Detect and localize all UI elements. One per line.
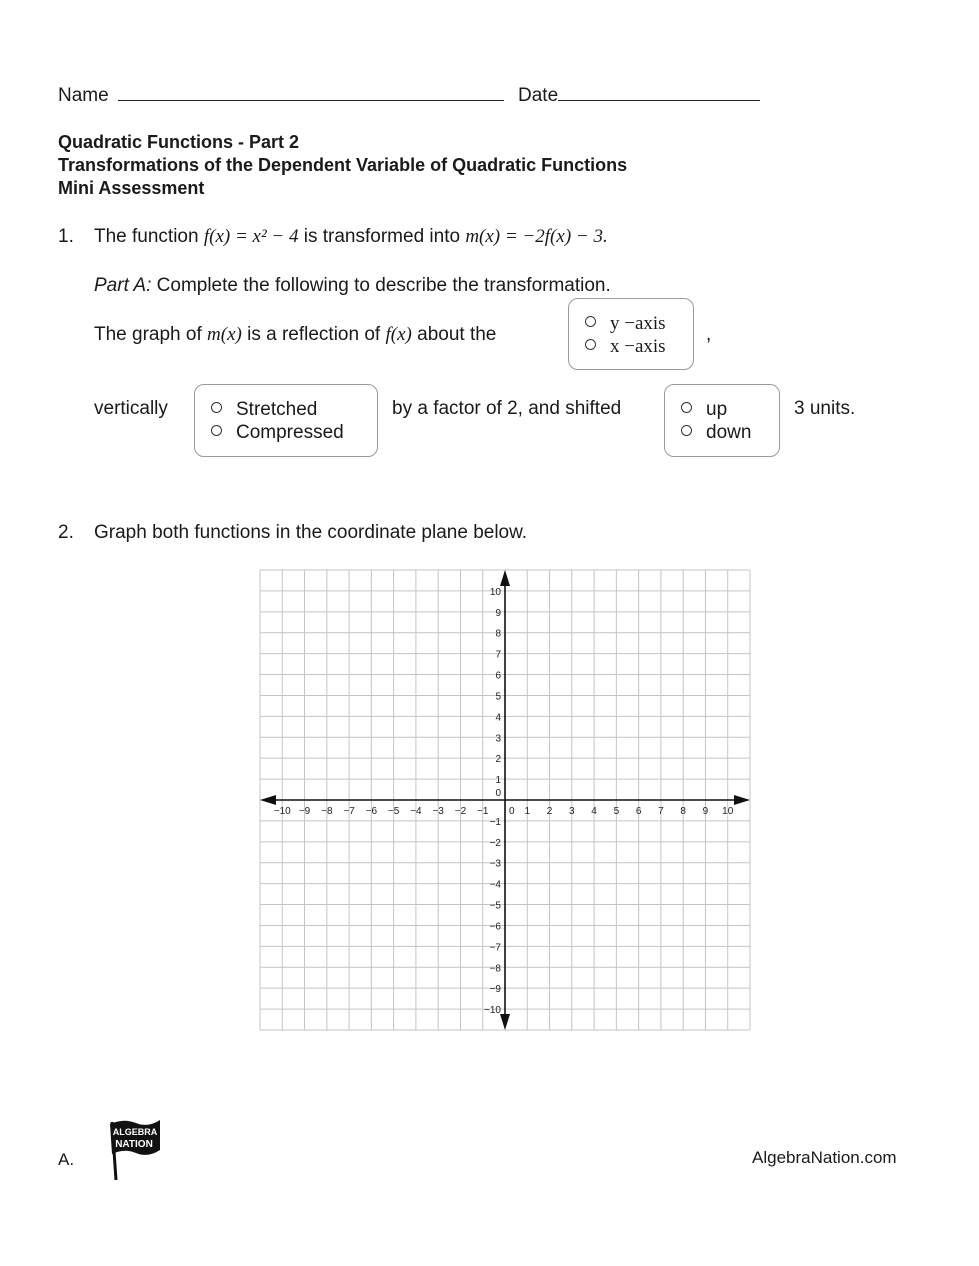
x-tick-label: 4 bbox=[591, 806, 597, 817]
date-field[interactable] bbox=[558, 84, 760, 101]
x-tick-label: 9 bbox=[702, 806, 709, 817]
y-axis-down-arrow-icon bbox=[500, 1014, 510, 1030]
y-tick-label: 7 bbox=[495, 649, 501, 661]
date-line bbox=[518, 84, 760, 107]
option-up[interactable] bbox=[681, 399, 727, 421]
logo-text-2: NATION bbox=[115, 1139, 153, 1150]
q2-number: 2. bbox=[58, 522, 74, 543]
x-tick-label: 6 bbox=[635, 806, 642, 817]
y-tick-label: 3 bbox=[495, 733, 501, 745]
y-tick-label: −3 bbox=[489, 858, 501, 870]
q1-text-b: is transformed into bbox=[298, 226, 466, 247]
option-compressed[interactable] bbox=[211, 422, 344, 444]
about-the-text: about the bbox=[411, 324, 497, 345]
y-tick-label: 1 bbox=[495, 775, 501, 787]
radio-circle-icon[interactable] bbox=[211, 425, 222, 436]
radio-circle-icon[interactable] bbox=[211, 402, 222, 413]
y-tick-label: −10 bbox=[484, 1005, 501, 1017]
x-tick-label: 5 bbox=[613, 806, 620, 817]
y-tick-label: 5 bbox=[495, 691, 501, 703]
x-tick-label: −8 bbox=[321, 806, 333, 817]
option-down[interactable] bbox=[681, 422, 751, 444]
by-factor-text: by a factor of 2, and shifted bbox=[392, 398, 622, 419]
y-tick-label: −1 bbox=[489, 816, 501, 828]
part-a-instructions bbox=[94, 275, 611, 297]
units-text: 3 units. bbox=[794, 398, 856, 419]
x-tick-label: −10 bbox=[273, 806, 291, 817]
y-tick-label: −8 bbox=[489, 963, 501, 975]
q2-text: Graph both functions in the coordinate plane below. bbox=[94, 522, 528, 543]
radio-circle-icon[interactable] bbox=[585, 339, 596, 350]
y-tick-label: −2 bbox=[489, 837, 501, 849]
stretch-choice-box bbox=[194, 384, 378, 457]
page-label: A. bbox=[58, 1150, 75, 1169]
y-tick-label: −5 bbox=[489, 900, 501, 912]
x-tick-label: −6 bbox=[365, 806, 378, 817]
title-line-2: Transformations of the Dependent Variable of Quadratic Functions bbox=[58, 155, 628, 175]
x-tick-label: −4 bbox=[410, 806, 422, 817]
x-tick-label: −5 bbox=[387, 806, 400, 817]
y-tick-label: −7 bbox=[489, 942, 501, 954]
y-tick-label: −9 bbox=[489, 984, 501, 996]
logo-text-1: ALGEBRA bbox=[112, 1127, 158, 1137]
is-reflection-text: is a reflection of bbox=[241, 324, 386, 345]
q1-number: 1. bbox=[58, 226, 74, 247]
y-tick-label: 8 bbox=[495, 628, 501, 640]
comma: , bbox=[706, 324, 712, 345]
part-a-label: Part A: bbox=[94, 275, 152, 296]
title-line-3: Mini Assessment bbox=[58, 178, 205, 198]
title-line-1: Quadratic Functions - Part 2 bbox=[58, 132, 300, 152]
axis-option-y[interactable] bbox=[585, 313, 666, 335]
reflection-sentence bbox=[94, 324, 496, 346]
x-tick-label: −7 bbox=[343, 806, 355, 817]
y-tick-label: 10 bbox=[489, 586, 501, 598]
graph-of-text: The graph of bbox=[94, 324, 208, 345]
radio-circle-icon[interactable] bbox=[681, 402, 692, 413]
option-compressed-label: Compressed bbox=[236, 422, 344, 443]
part-a-text: Complete the following to describe the transformation. bbox=[151, 275, 611, 296]
x-tick-label: 7 bbox=[658, 806, 664, 817]
y-axis-up-arrow-icon bbox=[500, 570, 510, 586]
axis-option-x-label: x −axis bbox=[610, 336, 666, 357]
x-tick-label: 1 bbox=[524, 806, 531, 817]
name-field[interactable] bbox=[118, 84, 504, 101]
name-line bbox=[58, 84, 504, 107]
f-definition: f(x) = x² − 4 bbox=[203, 226, 299, 247]
q1-text-a: The function bbox=[94, 226, 204, 247]
m-definition: m(x) = −2f(x) − 3. bbox=[465, 226, 608, 247]
algebra-nation-logo-icon bbox=[102, 1116, 164, 1184]
x-axis-right-arrow-icon bbox=[734, 795, 750, 805]
axes bbox=[260, 570, 750, 1030]
x-tick-label: 0 bbox=[509, 806, 515, 817]
q1-statement bbox=[94, 226, 608, 248]
option-stretched[interactable] bbox=[211, 399, 317, 421]
y-tick-label: −4 bbox=[489, 879, 501, 891]
option-up-label: up bbox=[706, 399, 728, 420]
x-tick-label: 10 bbox=[722, 806, 734, 817]
m-of-x: m(x) bbox=[207, 324, 242, 345]
name-label: Name bbox=[58, 85, 109, 106]
option-stretched-label: Stretched bbox=[236, 399, 318, 420]
y-tick-label: 6 bbox=[495, 670, 501, 682]
coordinate-plane[interactable] bbox=[250, 560, 760, 1040]
x-tick-label: −1 bbox=[477, 806, 489, 817]
site-url[interactable]: AlgebraNation.com bbox=[752, 1148, 897, 1167]
radio-circle-icon[interactable] bbox=[681, 425, 692, 436]
radio-circle-icon[interactable] bbox=[585, 316, 596, 327]
option-down-label: down bbox=[706, 422, 752, 443]
x-tick-label: 8 bbox=[680, 806, 686, 817]
x-tick-label: −2 bbox=[454, 806, 467, 817]
axis-choice-box bbox=[568, 298, 694, 370]
y-tick-label: 2 bbox=[495, 754, 501, 766]
y-tick-label: 9 bbox=[495, 607, 501, 619]
x-tick-label: 3 bbox=[569, 806, 575, 817]
y-tick-label: 0 bbox=[495, 788, 501, 799]
direction-choice-box bbox=[664, 384, 780, 457]
x-tick-label: 2 bbox=[546, 806, 553, 817]
f-of-x: f(x) bbox=[385, 324, 412, 345]
x-tick-label: −3 bbox=[432, 806, 444, 817]
axis-option-x[interactable] bbox=[585, 336, 666, 358]
x-tick-label: −9 bbox=[298, 806, 311, 817]
tick-labels bbox=[274, 587, 734, 1016]
axis-option-y-label: y −axis bbox=[610, 313, 666, 334]
x-axis-left-arrow-icon bbox=[260, 795, 276, 805]
y-tick-label: −6 bbox=[489, 921, 501, 933]
vertically-text: vertically bbox=[94, 398, 168, 419]
date-label: Date bbox=[518, 85, 559, 106]
y-tick-label: 4 bbox=[495, 712, 501, 724]
